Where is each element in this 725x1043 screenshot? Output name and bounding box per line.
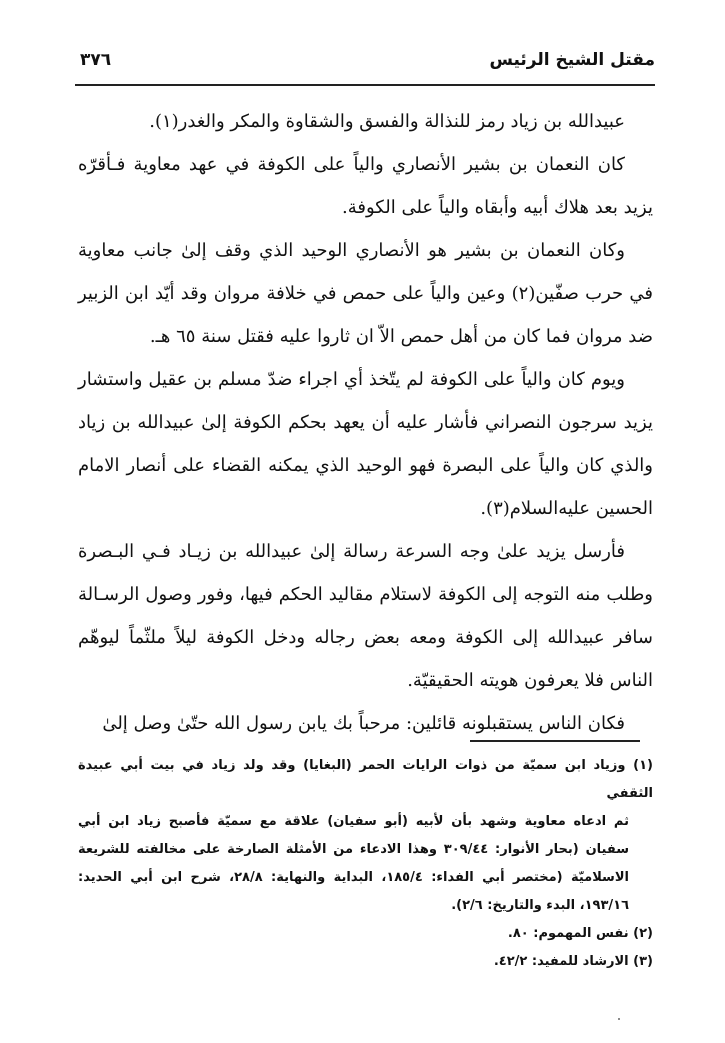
paragraph: فأرسل يزيد علىٰ وجه السرعة رسالة إلىٰ عبيدالله بن زيـاد فـي البـصرة وطلب منه التوجه إلى الكوفة لاستلام مقاليد الحكم فيها، وفور وصول الرسـالة سافر عبيدالله إلى الكوفة ومعه بعض رجاله ودخل الكوفة ليلاً ملثّماً ليوهّم الناس فلا يعرفون هويته الحقيقيّة. bbox=[78, 541, 653, 691]
running-header-title: مقتل الشيخ الرئيس bbox=[489, 50, 655, 70]
header-rule bbox=[75, 84, 655, 86]
footnotes bbox=[78, 752, 653, 976]
footnote-1: (١) وزياد ابن سميّة من ذوات الرايات الحمر (البغايا) وقد ولد زياد في بيت أبي عبيدة الثقفي bbox=[78, 758, 653, 801]
main-text bbox=[78, 100, 653, 745]
footnote-2: (٢) نفس المهموم: ٨٠. bbox=[507, 926, 653, 941]
paragraph: كان النعمان بن بشير الأنصاري والياً على الكوفة في عهد معاوية فـأقرّه يزيد بعد هلاك أبيه وأبقاه والياً على الكوفة. bbox=[78, 154, 653, 218]
footnote-1-continuation: ثم ادعاه معاوية وشهد بأن لأبيه (أبو سفيان) علاقة مع سميّة فأصبح زياد ابن أبي سفيان (بحار الأنوار: ٣٠٩/٤٤ وهذا الادعاء من الأمثلة الصارخة على مخالفته للشريعة الاسلاميّة (مختصر أبي الفداء: ١٨٥/٤، البداية والنهاية: ٢٨/٨، شرح ابن أبي الحديد: ١٩٣/١٦، البدء والتاريخ: ٢/٦). bbox=[78, 814, 629, 913]
paragraph: وكان النعمان بن بشير هو الأنصاري الوحيد الذي وقف إلىٰ جانب معاوية في حرب صفّين(٢) وعين والياً على حمص في خلافة مروان وقد أيّد ابن الزبير ضد مروان فما كان من أهل حمص الاّ ان ثاروا عليه فقتل سنة ٦٥ هـ. bbox=[78, 240, 653, 347]
paragraph: فكان الناس يستقبلونه قائلين: مرحباً بك يابن رسول الله حتّىٰ وصل إلىٰ bbox=[102, 713, 625, 734]
footnote-3: (٣) الارشاد للمفيد: ٤٢/٢. bbox=[493, 954, 653, 969]
scan-speck bbox=[618, 1018, 620, 1020]
footnote-separator bbox=[470, 740, 640, 742]
paragraph: ويوم كان والياً على الكوفة لم يتّخذ أي اجراء ضدّ مسلم بن عقيل واستشار يزيد سرجون النصراني فأشار عليه أن يعهد بحكم الكوفة إلىٰ عبيدالله بن زياد والذي كان والياً على البصرة فهو الوحيد الذي يمكنه القضاء على أنصار الامام الحسين عليه‌السلام(٣). bbox=[78, 369, 653, 519]
page-number: ٣٧٦ bbox=[80, 50, 112, 70]
paragraph: عبيدالله بن زياد رمز للنذالة والفسق والشقاوة والمكر والغدر(١). bbox=[149, 111, 625, 132]
